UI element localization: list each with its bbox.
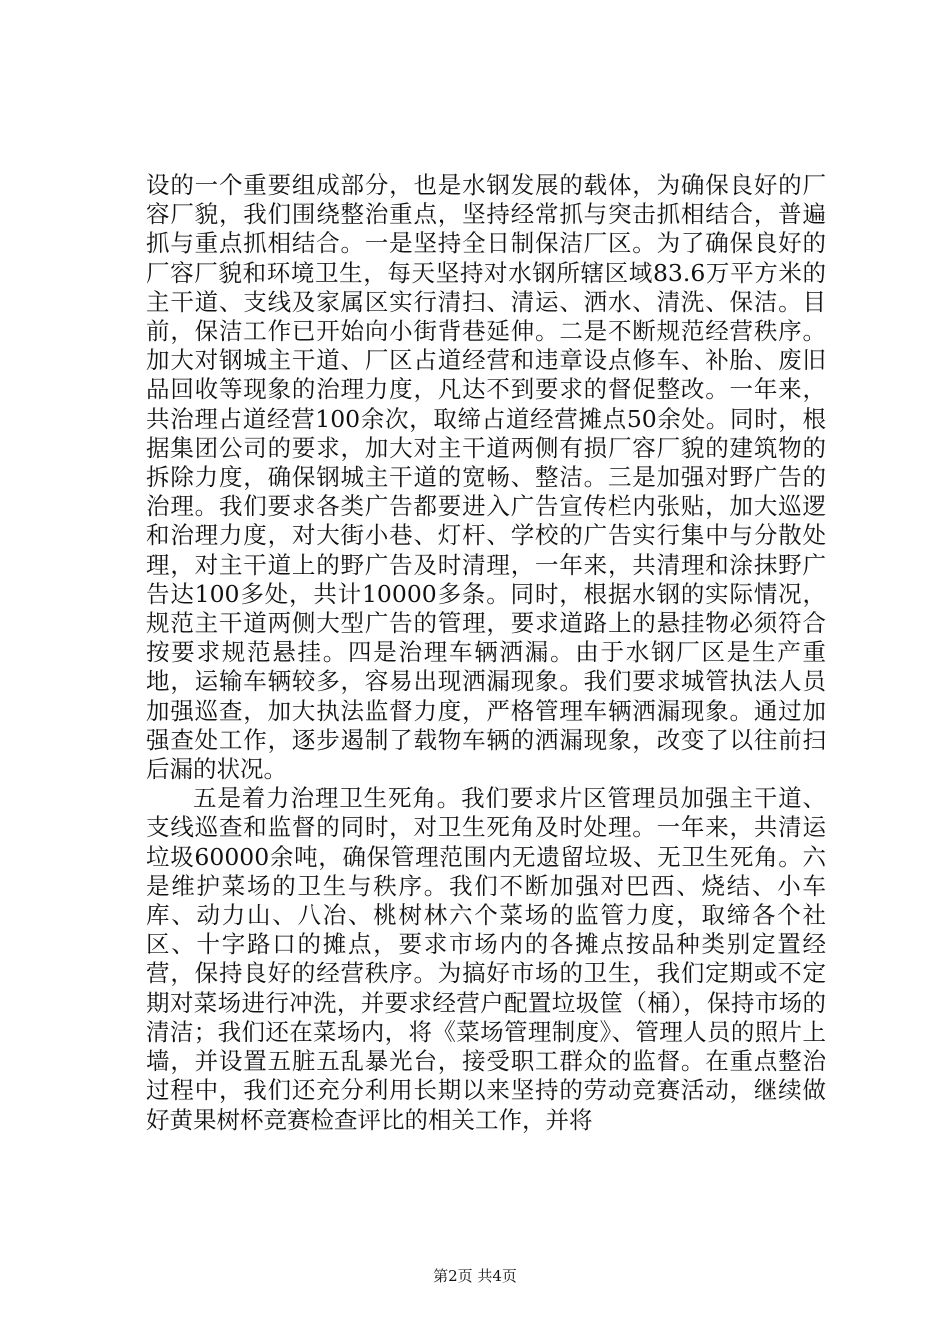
paragraph-1: 设的一个重要组成部分，也是水钢发展的载体，为确保良好的厂容厂貌，我们围绕整治重点，坚持经常抓与突击抓相结合，普遍抓与重点抓相结合。一是坚持全日制保洁厂区。为了确保良好的厂容厂貌和环境卫生，每天坚持对水钢所辖区域83.6万平方米的主干道、支线及家属区实行清扫、清运、洒水、清洗、保洁。目前，保洁工作已开始向小街背巷延伸。二是不断规范经营秩序。加大对钢城主干道、厂区占道经营和违章设点修车、补胎、废旧品回收等现象的治理力度，凡达不到要求的督促整改。一年来，共治理占道经营100余次，取缔占道经营摊点50余处。同时，根据集团公司的要求，加大对主干道两侧有损厂容厂貌的建筑物的拆除力度，确保钢城主干道的宽畅、整洁。三是加强对野广告的治理。我们要求各类广告都要进入广告宣传栏内张贴，加大巡逻和治理力度，对大街小巷、灯杆、学校的广告实行集中与分散处理，对主干道上的野广告及时清理，一年来，共清理和涂抹野广告达100多处，共计10000多条。同时，根据水钢的实际情况，规范主干道两侧大型广告的管理，要求道路上的悬挂物必须符合按要求规范悬挂。四是治理车辆洒漏。由于水钢厂区是生产重地，运输车辆较多，容易出现洒漏现象。我们要求城管执法人员加强巡查，加大执法监督力度，严格管理车辆洒漏现象。通过加强查处工作，逐步遏制了载物车辆的洒漏现象，改变了以往前扫后漏的状况。	[146, 171, 826, 784]
paragraph-2: 五是着力治理卫生死角。我们要求片区管理员加强主干道、支线巡查和监督的同时，对卫生死角及时处理。一年来，共清运垃圾60000余吨，确保管理范围内无遗留垃圾、无卫生死角。六是维护菜场的卫生与秩序。我们不断加强对巴西、烧结、小车库、动力山、八冶、桃树林六个菜场的监管力度，取缔各个社区、十字路口的摊点，要求市场内的各摊点按品种类别定置经营，保持良好的经营秩序。为搞好市场的卫生，我们定期或不定期对菜场进行冲洗，并要求经营户配置垃圾筐（桶），保持市场的清洁；我们还在菜场内，将《菜场管理制度》、管理人员的照片上墙，并设置五脏五乱暴光台，接受职工群众的监督。在重点整治过程中，我们还充分利用长期以来坚持的劳动竞赛活动，继续做好黄果树杯竞赛检查评比的相关工作，并将	[146, 784, 826, 1134]
page-footer: 第2页 共4页	[433, 1267, 517, 1285]
document-body	[146, 171, 826, 1135]
